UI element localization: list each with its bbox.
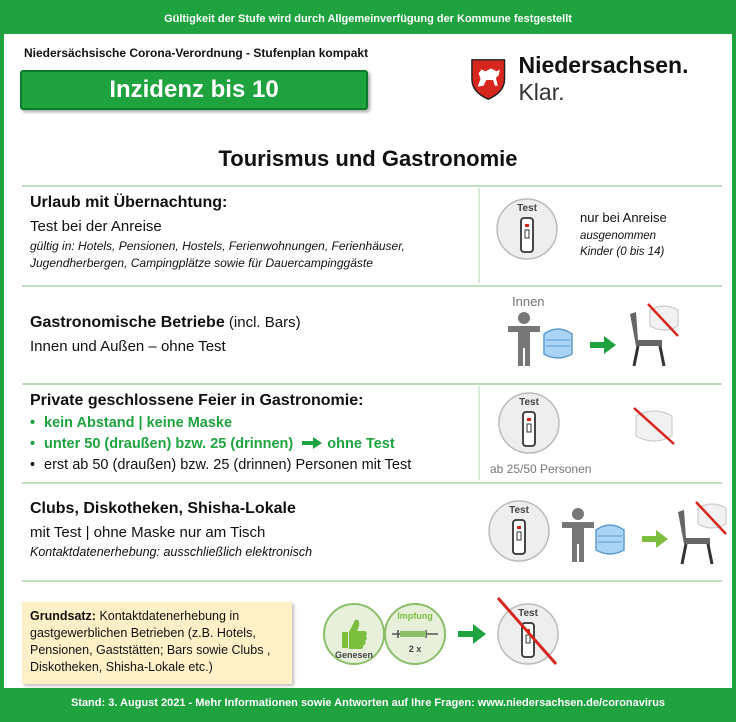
recovered-vaccinated-badges xyxy=(322,602,448,668)
divider xyxy=(22,482,722,484)
test-kit-icon xyxy=(498,390,560,456)
arrow-right-icon xyxy=(456,622,488,646)
section-heading: Urlaub mit Übernachtung: xyxy=(30,194,228,211)
recovered-label: Genesen xyxy=(334,650,374,660)
doses-label: 2 x xyxy=(408,644,422,654)
party-side-label: ab 25/50 Personen xyxy=(490,462,592,476)
brand-name: Niedersachsen. xyxy=(518,52,689,78)
footer-bar: Stand: 3. August 2021 - Mehr Informationen sowie Antworten auf Ihre Fragen: www.niedersachsen.de/coronavirus xyxy=(4,688,732,718)
note-text: Pensionen, Gaststätten; Bars sowie Clubs , xyxy=(30,643,271,657)
bullet-text: ohne Test xyxy=(327,436,395,452)
incidence-banner: Inzidenz bis 10 xyxy=(20,70,368,110)
arrow-right-icon xyxy=(301,436,323,450)
test-label: Test xyxy=(509,505,529,516)
urlaub-side-note: ausgenommen xyxy=(580,230,657,242)
divider xyxy=(478,386,480,480)
note-text: gastgewerblichen Betrieben (z.B. Hotels, xyxy=(30,626,256,640)
divider xyxy=(22,580,722,582)
page-title: Tourismus und Gastronomie xyxy=(218,146,518,171)
divider xyxy=(22,185,722,187)
arrow-right-icon xyxy=(588,334,618,356)
bullet-item: • kein Abstand | keine Maske xyxy=(30,415,233,431)
bullet-item: • erst ab 50 (draußen) bzw. 25 (drinnen) Personen mit Test xyxy=(30,457,412,473)
section-clubs xyxy=(30,500,312,561)
person-mask-icon xyxy=(498,310,582,368)
section-detail: Jugendherbergen, Campingplätze sowie für Dauercampinggäste xyxy=(30,256,373,270)
test-label: Test xyxy=(519,397,539,408)
section-detail: gültig in: Hotels, Pensionen, Hostels, Ferienwohnungen, Ferienhäuser, xyxy=(30,239,405,253)
section-heading: Gastronomische Betriebe xyxy=(30,314,225,331)
person-mask-icon xyxy=(552,506,632,564)
state-brand xyxy=(518,52,732,106)
urlaub-side-main: nur bei Anreise xyxy=(580,210,667,225)
validity-bar: Gültigkeit der Stufe wird durch Allgemeinverfügung der Kommune festgestellt xyxy=(4,4,732,34)
brand-suffix: Klar. xyxy=(518,79,565,105)
state-logo xyxy=(470,52,732,106)
test-kit-icon xyxy=(488,498,550,564)
section-heading-suffix: (incl. Bars) xyxy=(224,314,301,331)
note-text: Kontaktdatenerhebung in xyxy=(95,609,240,623)
section-text: mit Test | ohne Maske nur am Tisch xyxy=(30,524,266,541)
bullet-text: kein Abstand | keine Maske xyxy=(44,415,233,431)
bullet-item: • unter 50 (draußen) bzw. 25 (drinnen) ohne Test xyxy=(30,436,395,452)
divider xyxy=(22,383,722,385)
bullet-text: unter 50 (draußen) bzw. 25 (drinnen) xyxy=(44,436,294,452)
arrow-right-icon xyxy=(640,528,670,550)
no-mask-icon xyxy=(632,406,678,446)
section-text: Test bei der Anreise xyxy=(30,218,162,235)
urlaub-side-note: Kinder (0 bis 14) xyxy=(580,246,665,258)
section-gastro xyxy=(30,314,301,355)
section-feier xyxy=(30,392,411,476)
note-text: Diskotheken, Shisha-Lokale etc.) xyxy=(30,660,213,674)
section-heading: Private geschlossene Feier in Gastronomie: xyxy=(30,392,364,409)
divider xyxy=(478,188,480,283)
section-text: Innen und Außen – ohne Test xyxy=(30,338,226,355)
divider xyxy=(22,285,722,287)
test-label: Test xyxy=(517,203,537,214)
section-urlaub xyxy=(30,194,405,272)
vaccination-label: Impfung xyxy=(397,611,433,621)
chair-no-mask-icon xyxy=(624,302,684,368)
principle-note xyxy=(22,602,292,684)
no-test-icon xyxy=(494,596,562,668)
section-detail: Kontaktdatenerhebung: ausschließlich elektronisch xyxy=(30,545,313,559)
state-shield-logo xyxy=(470,57,506,101)
bullet-text: erst ab 50 (draußen) bzw. 25 (drinnen) Personen mit Test xyxy=(44,457,412,473)
test-kit-icon xyxy=(496,196,558,262)
chair-no-mask-icon xyxy=(672,500,732,566)
indoor-label: Innen xyxy=(512,294,545,309)
section-heading: Clubs, Diskotheken, Shisha-Lokale xyxy=(30,500,296,517)
note-label: Grundsatz: xyxy=(30,609,96,623)
regulation-subtitle: Niedersächsische Corona-Verordnung - Stufenplan kompakt xyxy=(24,46,369,60)
test-label: Test xyxy=(518,608,538,619)
